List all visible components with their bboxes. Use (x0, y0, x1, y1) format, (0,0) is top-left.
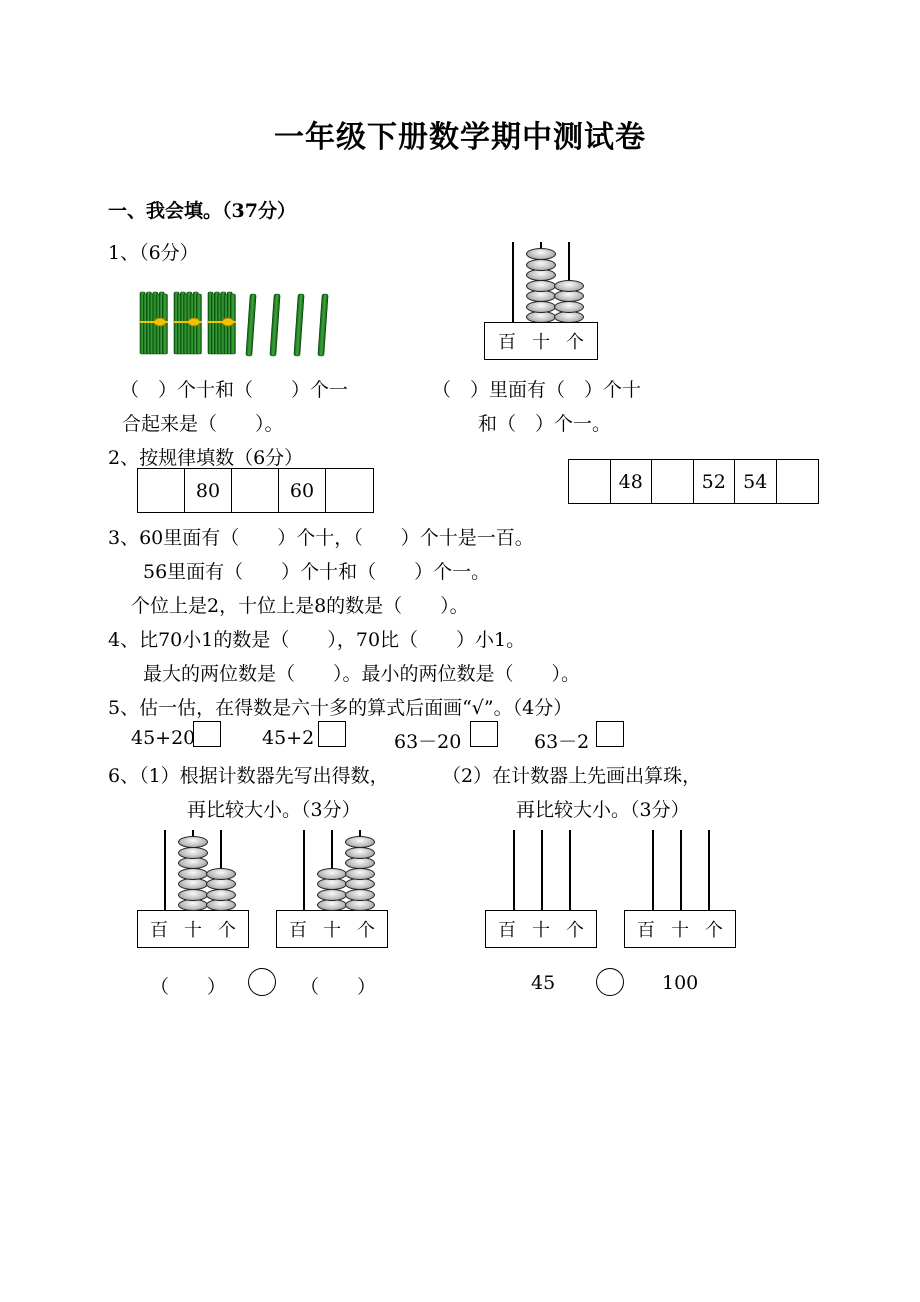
q6-line1-right: （2）在计数器上先画出算珠， (442, 765, 702, 787)
compare-value-right: 100 (662, 972, 699, 994)
compare-circle-1[interactable] (248, 968, 276, 996)
sequence-blank-cell[interactable] (777, 460, 819, 503)
sequence-blank-cell[interactable] (569, 460, 611, 503)
abacus-bead (345, 868, 375, 880)
sequence-cell: 52 (694, 460, 736, 503)
abacus-base (485, 910, 597, 948)
abacus-rod-tens (541, 830, 543, 912)
q3-line3: 个位上是2，十位上是8的数是（ ）。 (131, 595, 469, 617)
label-hundreds: 百 (637, 920, 655, 941)
q5-item-4: 63－2 (534, 731, 590, 753)
q1-right-line2: 和（ ）个一。 (478, 413, 612, 435)
abacus-bead (178, 889, 208, 901)
abacus-base (137, 910, 249, 948)
label-hundreds: 百 (289, 920, 307, 941)
label-ones: 个 (705, 920, 723, 941)
abacus-bead (317, 899, 347, 911)
sequence-cell: 48 (611, 460, 653, 503)
abacus-base (276, 910, 388, 948)
label-ones: 个 (218, 920, 236, 941)
label-hundreds: 百 (150, 920, 168, 941)
q5-item-1: 45+20 (131, 727, 196, 749)
q5-item-3: 63－20 (394, 731, 462, 753)
abacus-rod-tens (680, 830, 682, 912)
page-title: 一年级下册数学期中测试卷 (274, 120, 646, 155)
abacus-bead (345, 836, 375, 848)
abacus-bead (178, 868, 208, 880)
abacus-bead (317, 868, 347, 880)
abacus-bead (317, 878, 347, 890)
abacus-bead (345, 857, 375, 869)
abacus-rod-ones (708, 830, 710, 912)
abacus-bead (178, 847, 208, 859)
answer-box-3[interactable] (470, 721, 498, 747)
sequence-blank-cell[interactable] (232, 469, 279, 512)
abacus-bead (554, 280, 584, 292)
sequence-box-1 (137, 468, 374, 513)
abacus-bead (206, 878, 236, 890)
abacus-bead (345, 899, 375, 911)
abacus-bead (317, 889, 347, 901)
label-tens: 十 (532, 332, 550, 353)
q1-left-line1: （ ）个十和（ ）个一 (120, 379, 349, 401)
abacus-bead (526, 280, 556, 292)
q5-line1: 5、估一估，在得数是六十多的算式后面画“√”。（4分） (108, 697, 573, 719)
abacus-bead (206, 868, 236, 880)
abacus-rod-hundreds (513, 830, 515, 912)
abacus-rod-ones (569, 830, 571, 912)
section-heading: 一、我会填。（37分） (108, 200, 296, 222)
q1-right-line1: （ ）里面有（ ）个十 (432, 379, 642, 401)
abacus-bead (554, 290, 584, 302)
q4-line2: 最大的两位数是（ ）。最小的两位数是（ ）。 (143, 663, 581, 685)
q1-left-line2: 合起来是（ ）。 (122, 413, 284, 435)
abacus-bead (178, 836, 208, 848)
sequence-box-2 (568, 459, 819, 504)
abacus-base (624, 910, 736, 948)
q3-line2: 56里面有（ ）个十和（ ）个一。 (143, 561, 491, 583)
label-ones: 个 (566, 332, 584, 353)
q1-label: 1、（6分） (108, 242, 199, 264)
abacus-rod-hundreds (652, 830, 654, 912)
answer-box-4[interactable] (596, 721, 624, 747)
q6-line2-right: 再比较大小。（3分） (516, 799, 690, 821)
answer-box-1[interactable] (193, 721, 221, 747)
label-tens: 十 (323, 920, 341, 941)
compare-circle-2[interactable] (596, 968, 624, 996)
abacus-bead (526, 269, 556, 281)
compare-value-left: 45 (531, 972, 556, 994)
abacus-bead (345, 889, 375, 901)
abacus-bead (526, 248, 556, 260)
answer-blank-left[interactable]: （ ） (150, 976, 227, 998)
answer-blank-right[interactable]: （ ） (300, 976, 377, 998)
sequence-cell: 60 (279, 469, 326, 512)
label-tens: 十 (184, 920, 202, 941)
q4-line1: 4、比70小1的数是（ ），70比（ ）小1。 (108, 629, 526, 651)
abacus-bead (178, 857, 208, 869)
label-tens: 十 (532, 920, 550, 941)
sequence-blank-cell[interactable] (138, 469, 185, 512)
q3-line1: 3、60里面有（ ）个十，（ ）个十是一百。 (108, 527, 534, 549)
sticks-icon (136, 290, 336, 360)
sequence-cell: 54 (735, 460, 777, 503)
abacus-bead (206, 899, 236, 911)
answer-box-2[interactable] (318, 721, 346, 747)
label-ones: 个 (566, 920, 584, 941)
q5-item-2: 45+2 (262, 727, 315, 749)
abacus-base (484, 322, 598, 360)
label-hundreds: 百 (498, 920, 516, 941)
abacus-bead (345, 847, 375, 859)
label-hundreds: 百 (498, 332, 516, 353)
abacus-bead (526, 259, 556, 271)
abacus-bead (345, 878, 375, 890)
abacus-bead (178, 899, 208, 911)
sequence-cell: 80 (185, 469, 232, 512)
abacus-rod-hundreds (303, 830, 305, 912)
label-ones: 个 (357, 920, 375, 941)
abacus-bead (178, 878, 208, 890)
q6-line2-left: 再比较大小。（3分） (187, 799, 361, 821)
q2-label: 2、按规律填数（6分） (108, 447, 304, 469)
sequence-blank-cell[interactable] (652, 460, 694, 503)
abacus-bead (526, 301, 556, 313)
label-tens: 十 (671, 920, 689, 941)
abacus-bead (554, 301, 584, 313)
abacus-rod-hundreds (512, 242, 514, 322)
q6-line1-left: 6、（1）根据计数器先写出得数， (108, 765, 389, 787)
abacus-rod-hundreds (164, 830, 166, 912)
sequence-blank-cell[interactable] (326, 469, 373, 512)
abacus-bead (526, 290, 556, 302)
abacus-bead (206, 889, 236, 901)
